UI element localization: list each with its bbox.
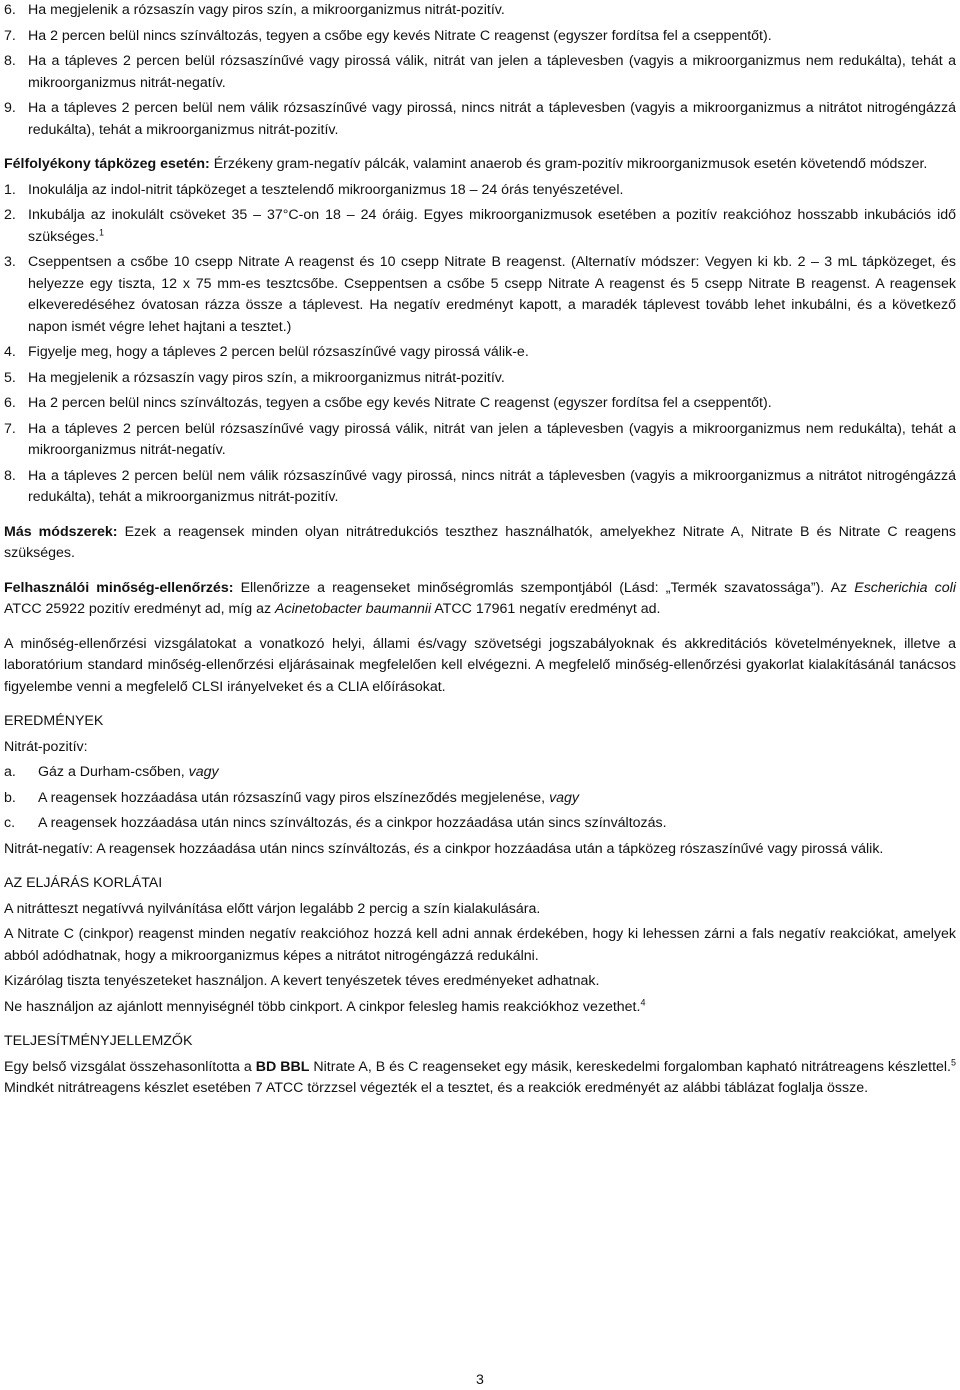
qc-requirements-paragraph: A minőség-ellenőrzési vizsgálatokat a vonatkozó helyi, állami és/vagy szövetségi jogszabályoknak és akkreditációs követelményeknek, illetve a laboratórium standard minőség-ellenőrzési eljárásainak megfelelően kell elvégezni. A megfelelő minőség-ellenőrzési gyakorlat kialakításánál tanácsos figyelembe venni a megfelelő CLSI irányelveket és a CLIA előírásokat. [4,635,956,695]
limitations-paragraph: Kizárólag tiszta tenyészeteket használjon. A kevert tenyészetek téves eredményeket adhatnak. [4,973,600,989]
performance-paragraph: Egy belső vizsgálat összehasonlította a BD BBL Nitrate A, B és C reagenseket egy másik, kereskedelmi forgalomban kapható nitrátreagens készlettel.$^5$ Mindkét nitrátreagens készlet esetében 7 ATCC törzzsel végezték el a tesztet, és a reakciók eredményét az alábbi táblázat foglalja össze. [4,1056,957,1096]
semi-solid-step-list [4,180,956,509]
limitations-paragraph: A Nitrate C (cinkpor) reagenst minden negatív reakcióhoz hozzá kell adni annak érdekében, hogy ki lehessen zárni a fals negatív reakciókat, amelyek abból adódhatnak, hogy a mikroorganizmus képes a nitrátot nitrogéngázzá redukálni. [4,926,956,964]
list-item: 2. Inkubálja az inokulált csöveket 35 – 37°C-on 18 – 24 óráig. Egyes mikroorganizmusok esetében a pozitív reakcióhoz hosszabb inkubációs idő szükséges.$^1$ [4,207,956,245]
brand-name: BD BBL [255,1058,310,1075]
limitations-paragraph: A nitrátteszt negatívvá nyilvánítása előtt várjon legalább 2 percig a szín kialakulására. [4,900,541,917]
list-item: c. A reagensek hozzáadása után nincs színváltozás, és a cinkpor hozzáadása után sincs színváltozás. [4,815,667,831]
other-methods-label: Más módszerek: [4,523,118,540]
limitations-heading: AZ ELJÁRÁS KORLÁTAI [4,875,163,891]
list-item: 5. Ha megjelenik a rózsaszín vagy piros szín, a mikroorganizmus nitrát-pozitív. [4,369,505,386]
semi-solid-label: Félfolyékony tápközeg esetén: [4,156,210,172]
list-item: 7. Ha a tápleves 2 percen belül rózsaszínűvé vagy pirossá válik, nitrát van jelen a táplevesben (vagyis a mikroorganizmus nem redukálta), tehát a mikroorganizmus nitrát-negatív. [4,420,956,458]
limitations-paragraph: Ne használjon az ajánlott mennyiségnél több cinkport. A cinkpor felesleg hamis reakciókhoz vezethet.$^4$ [4,996,646,1015]
list-item: 6. Ha megjelenik a rózsaszín vagy piros szín, a mikroorganizmus nitrát-pozitív. [4,2,505,18]
footnote-ref: 1 [98,226,104,237]
page-number: 3 [476,1372,484,1388]
list-item: a. Gáz a Durham-csőben, vagy [4,764,219,780]
list-item: 3. Cseppentsen a csőbe 10 csepp Nitrate A reagenst és 10 csepp Nitrate B reagenst. (Alternatív módszer: Vegyen ki kb. 2 – 3 mL tápközeget, és helyezze egy tiszta, 12 x 75 mm-es tesztcsőbe. Cseppentsen a csőbe 5 csepp Nitrate A reagenst és 5 csepp Nitrate B reagenst. A reagensek elkeveredéséhez óvatosan rázza össze a táplevest. Ha negatív eredményt kapott, a maradék táplevest tovább lehet inkubálni, és a következő napon ismét végre lehet hajtani a tesztet.) [4,254,956,335]
performance-heading: TELJESÍTMÉNYJELLEMZŐK [4,1033,193,1049]
list-item: 9. Ha a tápleves 2 percen belül nem válik rózsaszínűvé vagy pirossá, nincs nitrát a táplevesben (vagyis a mikroorganizmus a nitrátot nitrogéngázzá redukálta), tehát a mikroorganizmus nitrát-pozitív. [4,100,956,138]
results-heading: EREDMÉNYEK [4,713,104,729]
list-item: 4. Figyelje meg, hogy a tápleves 2 percen belül rózsaszínűvé vagy pirossá válik-e. [4,344,529,360]
qc-label: Felhasználói minőség-ellenőrzés: [4,579,234,596]
list-item: 1. Inokulálja az indol-nitrit tápközeget a tesztelendő mikroorganizmus 18 – 24 órás tenyészetével. [4,181,624,198]
list-item: 7. Ha 2 percen belül nincs színváltozás, tegyen a csőbe egy kevés Nitrate C reagenst (egyszer fordítsa fel a cseppentőt). [4,27,772,44]
list-item: 8. Ha a tápleves 2 percen belül nem válik rózsaszínűvé vagy pirossá, nincs nitrát a táplevesben (vagyis a mikroorganizmus a nitrátot nitrogéngázzá redukálta), tehát a mikroorganizmus nitrát-pozitív. [4,467,956,505]
nitrate-negative-paragraph: Nitrát-negatív: A reagensek hozzáadása után nincs színváltozás, és a cinkpor hozzáadása után a tápközeg rószaszínűvé vagy pirossá válik. [4,840,884,857]
footnote-ref: 4 [640,996,646,1007]
list-item: b. A reagensek hozzáadása után rózsaszínű vagy piros elszíneződés megjelenése, vagy [4,789,580,806]
list-item: 8. Ha a tápleves 2 percen belül rózsaszínűvé vagy pirossá válik, nitrát van jelen a táplevesben (vagyis a mikroorganizmus nem redukálta), tehát a mikroorganizmus nitrát-negatív. [4,53,956,91]
list-item: 6. Ha 2 percen belül nincs színváltozás, tegyen a csőbe egy kevés Nitrate C reagenst (egyszer fordítsa fel a cseppentőt). [4,395,772,411]
quality-control-paragraph: Felhasználói minőség-ellenőrzés: Ellenőrizze a reagenseket minőségromlás szempontjából (Lásd: „Termék szavatossága”). Az Escherichia coli ATCC 25922 pozitív eredményt ad, míg az Acinetobacter baumannii ATCC 17961 negatív eredményt ad. [4,579,956,617]
footnote-ref: 5 [951,1056,957,1067]
other-methods: Más módszerek: Ezek a reagensek minden olyan nitrátredukciós teszthez használhatók, amelyekhez Nitrate A, Nitrate B és Nitrate C reagens szükséges. [4,523,956,561]
top-step-list [4,0,956,141]
semi-solid-intro: Félfolyékony tápközeg esetén: Érzékeny gram-negatív pálcák, valamint anaerob és gram-pozitív mikroorganizmusok esetén követendő módszer. [4,156,928,172]
nitrate-positive-label: Nitrát-pozitív: [4,738,88,755]
